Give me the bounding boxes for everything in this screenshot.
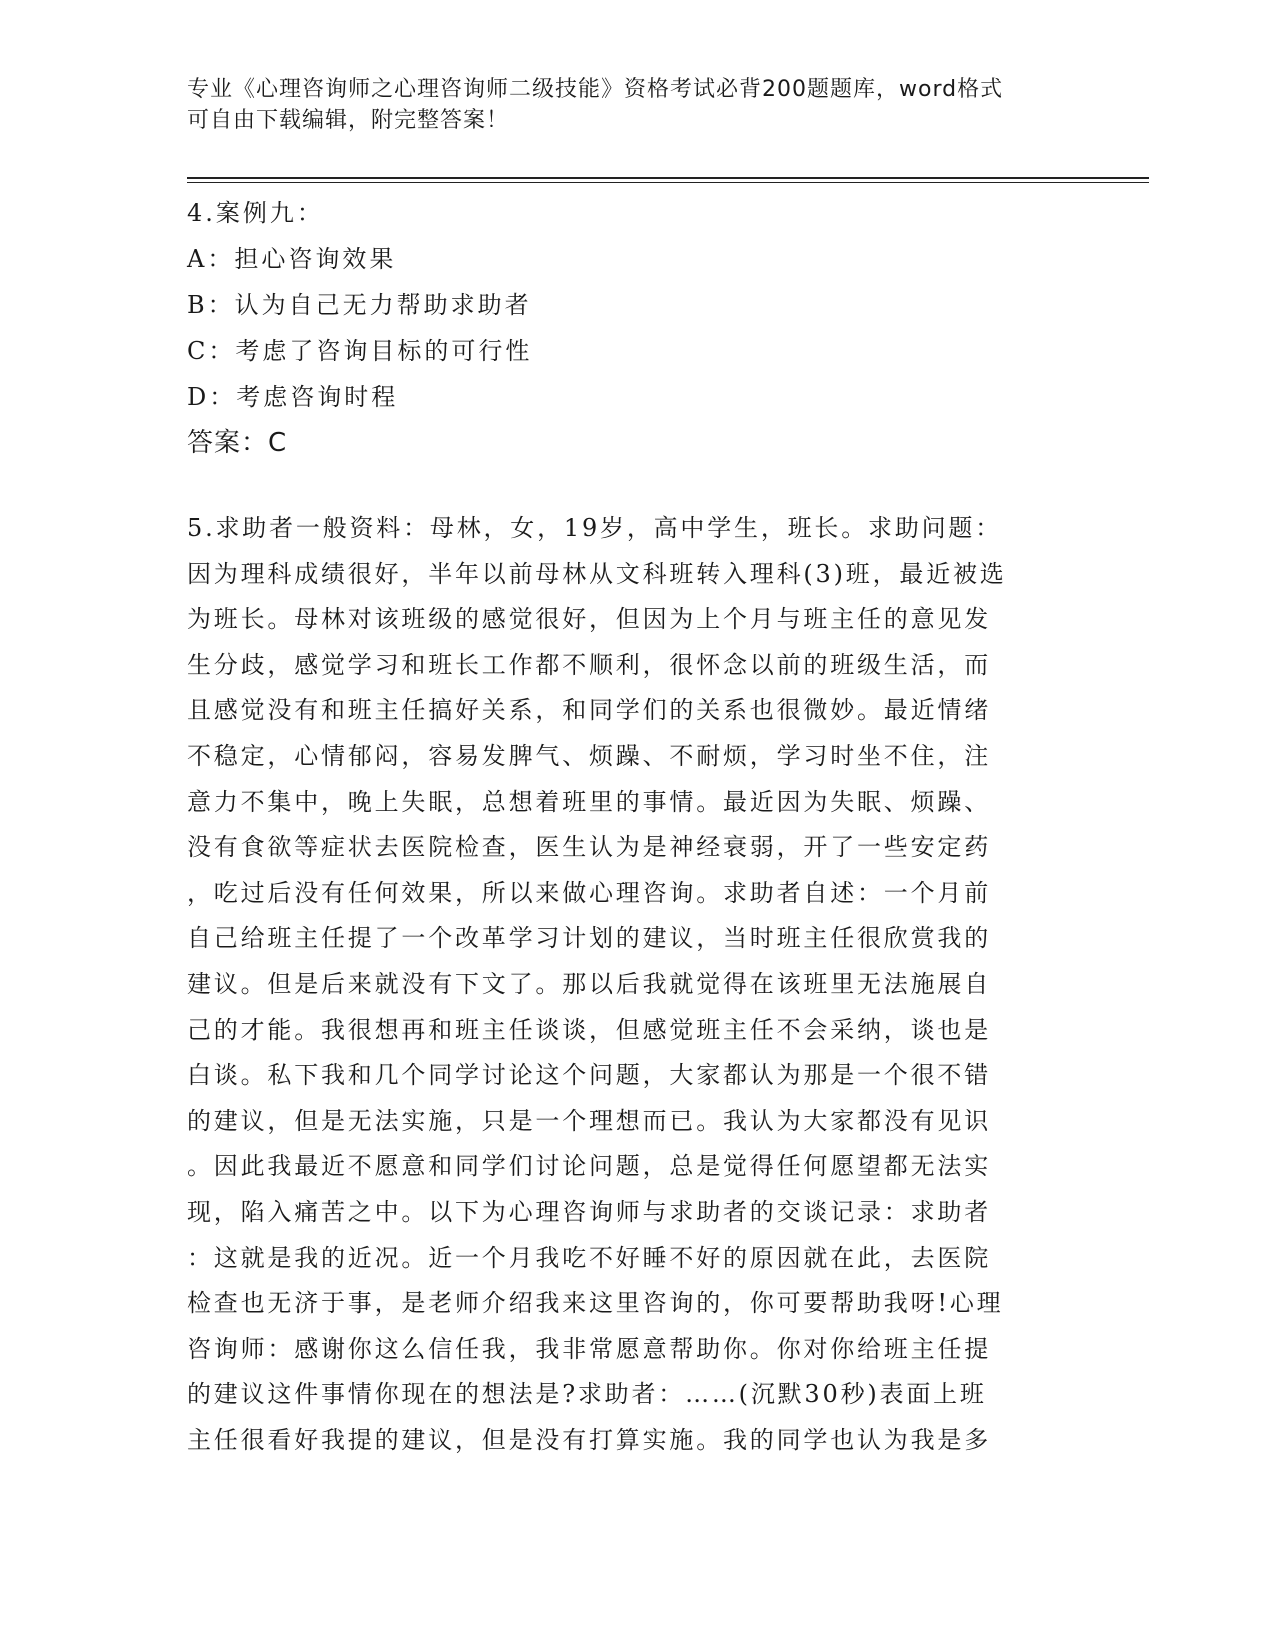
header-divider-thin (187, 182, 1149, 183)
question-text-line: 的建议，但是无法实施，只是一个理想而已。我认为大家都没有见识 (187, 1106, 991, 1135)
question-text-line: 意力不集中，晚上失眠，总想着班里的事情。最近因为失眠、烦躁、 (187, 787, 991, 816)
question-text-line: 为班长。母林对该班级的感觉很好，但因为上个月与班主任的意见发 (187, 605, 991, 634)
option-b: B：认为自己无力帮助求助者 (187, 291, 532, 319)
header-title-line-2: 可自由下载编辑，附完整答案！ (187, 108, 510, 133)
question-text-line: 5.求助者一般资料：母林，女，19岁，高中学生，班长。求助问题： (187, 514, 1003, 542)
question-text-line: 的建议这件事情你现在的想法是?求助者：……(沉默30秒)表面上班 (187, 1380, 987, 1409)
question-title: 4.案例九： (187, 199, 324, 227)
question-text-line: 不稳定，心情郁闷，容易发脾气、烦躁、不耐烦，学习时坐不住，注 (187, 741, 991, 770)
question-4 (187, 190, 532, 466)
header-divider (187, 177, 1149, 179)
header-title-line-1: 专业《心理咨询师之心理咨询师二级技能》资格考试必背200题题库，word格式 (187, 77, 1004, 102)
question-text-line: 咨询师：感谢你这么信任我，我非常愿意帮助你。你对你给班主任提 (187, 1334, 991, 1363)
option-a: A：担心咨询效果 (187, 245, 397, 273)
question-text-line: 建议。但是后来就没有下文了。那以后我就觉得在该班里无法施展自 (187, 969, 991, 998)
question-text-line: ，吃过后没有任何效果，所以来做心理咨询。求助者自述：一个月前 (187, 878, 991, 907)
question-text-line: 且感觉没有和班主任搞好关系，和同学们的关系也很微妙。最近情绪 (187, 696, 991, 725)
question-text-line: 没有食欲等症状去医院检查，医生认为是神经衰弱，开了一些安定药 (187, 833, 991, 862)
question-5 (187, 506, 1067, 1463)
option-d: D：考虑咨询时程 (187, 383, 399, 411)
question-text-line: 因为理科成绩很好，半年以前母林从文科班转入理科(3)班，最近被选 (187, 559, 1007, 588)
question-text-line: 现，陷入痛苦之中。以下为心理咨询师与求助者的交谈记录：求助者 (187, 1197, 991, 1226)
question-text-line: 。因此我最近不愿意和同学们讨论问题，总是觉得任何愿望都无法实 (187, 1152, 991, 1181)
question-text-line: ：这就是我的近况。近一个月我吃不好睡不好的原因就在此，去医院 (187, 1243, 991, 1272)
question-text-line: 生分歧，感觉学习和班长工作都不顺利，很怀念以前的班级生活，而 (187, 650, 991, 679)
option-c: C：考虑了咨询目标的可行性 (187, 337, 533, 365)
question-text-line: 白谈。私下我和几个同学讨论这个问题，大家都认为那是一个很不错 (187, 1061, 991, 1090)
question-text-line: 检查也无济于事，是老师介绍我来这里咨询的，你可要帮助我呀!心理 (187, 1289, 1004, 1318)
answer-line: 答案：C (187, 428, 288, 458)
question-text-line: 己的才能。我很想再和班主任谈谈，但感觉班主任不会采纳，谈也是 (187, 1015, 991, 1044)
question-text-line: 自己给班主任提了一个改革学习计划的建议，当时班主任很欣赏我的 (187, 924, 991, 953)
question-text-line: 主任很看好我提的建议，但是没有打算实施。我的同学也认为我是多 (187, 1425, 991, 1454)
page-header (187, 74, 1067, 136)
